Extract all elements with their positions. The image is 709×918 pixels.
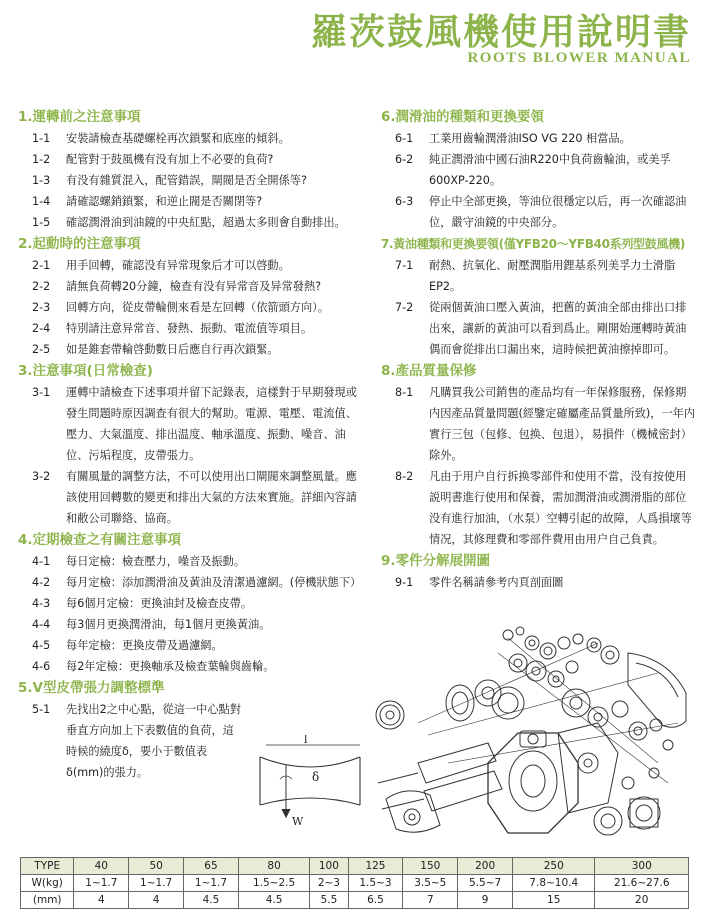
list-item <box>381 382 697 466</box>
item-number: 2-4 <box>32 322 51 335</box>
item-number: 2-3 <box>32 301 51 314</box>
part-rotors <box>378 743 502 811</box>
item-text: 請無負荷轉20分鐘，檢查有没有异常音及异常發熱? <box>66 280 322 293</box>
table-cell: 1~1.7 <box>129 875 184 892</box>
table-cell: 4.5 <box>238 892 309 909</box>
page-title: 羅茨鼓風機使用說明書 <box>310 11 691 53</box>
section-heading: 5.V型皮帶張力調整標準 <box>18 680 165 696</box>
part-pulley <box>376 685 474 729</box>
list-item <box>18 656 364 677</box>
list-item <box>18 255 364 276</box>
item-text: 每3個月更換潤滑油，每1個月更換黃油。 <box>66 618 271 631</box>
left-column <box>18 106 364 783</box>
belt-label-l: l <box>304 735 308 746</box>
item-number: 4-2 <box>32 576 51 589</box>
item-number: 4-5 <box>32 639 51 652</box>
table-cell: TYPE <box>21 858 74 875</box>
item-text: 每日定檢：檢查壓力，噪音及振動。 <box>66 555 246 568</box>
item-number: 7-2 <box>395 301 414 314</box>
list-item <box>381 128 697 149</box>
table-cell: 7 <box>403 892 458 909</box>
item-number: 6-1 <box>395 132 414 145</box>
list-item <box>18 170 364 191</box>
part-flanges <box>594 768 660 835</box>
table-cell: 50 <box>129 858 184 875</box>
item-text: 有關風量的調整方法，不可以使用出口閘閥來調整風量。應該使用回轉數的變更和排出大氣的方法來實施。詳細內容請和敝公司聯絡、協商。 <box>66 470 357 525</box>
section-heading: 4.定期檢查之有關注意事項 <box>18 532 182 548</box>
table-cell: 1.5~2.5 <box>238 875 309 892</box>
section-heading: 9.零件分解展開圖 <box>381 553 491 569</box>
section-exploded-view <box>381 551 697 593</box>
item-text: 配管對于鼓風機有没有加上不必要的負荷? <box>66 153 274 166</box>
table-cell: 80 <box>238 858 309 875</box>
item-number: 7-1 <box>395 259 414 272</box>
item-text: 用手回轉，確認没有异常現象后才可以啓動。 <box>66 259 290 272</box>
section-startup <box>18 234 364 360</box>
table-cell: 1.5~3 <box>348 875 403 892</box>
item-number: 8-1 <box>395 386 414 399</box>
table-cell: 4 <box>74 892 129 909</box>
item-text: 安裝請檢查基礎螺栓再次鎖緊和底座的傾斜。 <box>66 132 290 145</box>
item-number: 4-3 <box>32 597 51 610</box>
table-cell: 15 <box>513 892 595 909</box>
item-number: 9-1 <box>395 576 414 589</box>
table-cell: 2~3 <box>310 875 348 892</box>
table-cell: 100 <box>310 858 348 875</box>
list-item <box>381 572 697 593</box>
item-number: 1-2 <box>32 153 51 166</box>
list-item <box>18 699 242 783</box>
section-warranty <box>381 361 697 550</box>
item-number: 3-2 <box>32 470 51 483</box>
item-number: 3-1 <box>32 386 51 399</box>
section-heading: 1.運轉前之注意事項 <box>18 109 141 125</box>
table-cell: 5.5~7 <box>458 875 513 892</box>
table-cell: 4.5 <box>184 892 239 909</box>
table-cell: 40 <box>74 858 129 875</box>
item-text: 確認潤滑油到油鏡的中央紅點，超過太多則會自動排出。 <box>66 216 346 229</box>
list-item <box>18 593 364 614</box>
page-subtitle: ROOTS BLOWER MANUAL <box>467 50 691 66</box>
item-number: 1-1 <box>32 132 51 145</box>
section-heading: 6.潤滑油的種類和更換要領 <box>381 109 545 125</box>
table-cell: 1~1.7 <box>74 875 129 892</box>
table-cell: 3.5~5 <box>403 875 458 892</box>
table-cell: (mm) <box>21 892 74 909</box>
table-cell: 20 <box>595 892 689 909</box>
leader-lines <box>418 638 678 783</box>
item-text: 每月定檢：添加潤滑油及黃油及清潔過濾網。(停機狀態下） <box>66 576 362 589</box>
item-number: 6-3 <box>395 195 414 208</box>
section-grease <box>381 234 697 360</box>
belt-curve-lower <box>260 798 360 805</box>
item-number: 4-6 <box>32 660 51 673</box>
item-number: 2-1 <box>32 259 51 272</box>
section-lubricant <box>381 107 697 233</box>
list-item <box>381 297 697 360</box>
table-cell: 7.8~10.4 <box>513 875 595 892</box>
item-text: 有没有雜質混入，配管錯誤，閘閥是否全開係等? <box>66 174 307 187</box>
list-item <box>18 318 364 339</box>
list-item <box>381 255 697 297</box>
list-item <box>18 276 364 297</box>
item-text: 凡由于用户自行拆换零部件和使用不當，没有按使用説明書進行使用和保養，需加潤滑油或潤滑脂的部位没有進行加油，（水泵）空轉引起的故障，人爲損壞等情况，其修理費和零部件費用由用户自己負責。 <box>429 470 692 546</box>
item-number: 2-2 <box>32 280 51 293</box>
item-number: 4-4 <box>32 618 51 631</box>
section-pre-operation <box>18 107 364 233</box>
item-text: 每6個月定檢：更換油封及檢查皮帶。 <box>66 597 253 610</box>
part-gears <box>475 680 673 750</box>
item-number: 8-2 <box>395 470 414 483</box>
item-text: 先找出2之中心點，從這一中心點對垂直方向加上下表數值的負荷，這時候的繞度δ，要小于數值表δ(mm)的張力。 <box>66 703 241 779</box>
item-text: 如是錐套帶輪啓動數日后應自行再次鎖緊。 <box>66 343 279 356</box>
list-item <box>18 339 364 360</box>
table-cell: 250 <box>513 858 595 875</box>
item-text: 凡購買我公司銷售的產品均有一年保修服務，保修期内因產品質量問題(經鑒定確屬產品質量所致)，一年内實行三包（包修、包换、包退），易損件（機械密封）除外。 <box>429 386 696 462</box>
list-item <box>18 572 364 593</box>
item-text: 工業用齒輪潤滑油ISO VG 220 相當品。 <box>429 132 631 145</box>
list-item <box>18 128 364 149</box>
item-number: 4-1 <box>32 555 51 568</box>
table-row <box>21 875 689 892</box>
table-cell: 65 <box>184 858 239 875</box>
item-text: 特別請注意异常音、發熱、振動、電流值等項目。 <box>66 322 313 335</box>
right-column <box>381 106 697 593</box>
list-item <box>18 614 364 635</box>
part-gear-cover <box>628 653 686 727</box>
item-text: 請確認螺銷鎖緊，和逆止閥是否關閉等? <box>66 195 263 208</box>
table-cell: 9 <box>458 892 513 909</box>
item-number: 1-5 <box>32 216 51 229</box>
table-cell: W(kg) <box>21 875 74 892</box>
section-daily-check <box>18 361 364 529</box>
exploded-view-diagram <box>358 613 698 853</box>
item-number: 5-1 <box>32 703 51 716</box>
belt-spec-table <box>20 857 689 909</box>
section-periodic-check <box>18 530 364 677</box>
list-item <box>381 149 697 191</box>
table-row <box>21 858 689 875</box>
section-heading: 7.黃油種類和更換要領(僅YFB20～YFB40系列型鼓風機) <box>381 237 686 251</box>
belt-curve <box>260 757 360 767</box>
item-text: 從兩個黃油口壓入黃油，把舊的黃油全部由排出口排出來，讓新的黃油可以看到爲止。剛開始運轉時黃油偶而會從排出口漏出來，這時候把黃油擦掉即可。 <box>429 301 687 356</box>
item-text: 純正潤滑油中國石油R220中負荷齒輪油，或美孚600XP-220。 <box>429 153 671 187</box>
list-item <box>18 149 364 170</box>
item-number: 1-4 <box>32 195 51 208</box>
table-cell: 150 <box>403 858 458 875</box>
item-text: 每2年定檢：更換軸承及檢查葉輪與齒輪。 <box>66 660 275 673</box>
table-cell: 300 <box>595 858 689 875</box>
table-cell: 4 <box>129 892 184 909</box>
item-text: 耐熱、抗氧化、耐壓潤脂用鋰基系列美孚力士滑脂EP2。 <box>429 259 676 293</box>
list-item <box>381 191 697 233</box>
list-item <box>18 191 364 212</box>
item-text: 零件名稱請參考内頁剖面圖 <box>429 576 564 589</box>
belt-label-delta: δ <box>312 770 320 784</box>
item-text: 每年定檢：更換皮帶及過濾網。 <box>66 639 223 652</box>
item-number: 6-2 <box>395 153 414 166</box>
table-cell: 6.5 <box>348 892 403 909</box>
part-bearing-row <box>503 627 619 687</box>
item-text: 運轉中請檢查下述事項并留下記錄表，這樣對于早期發現或發生問題時原因調查有很大的幫助。電源、電壓、電流值、壓力、大氣溫度、排出温度、軸承溫度、振動、噪音、油位、污垢程度，皮帶張力。 <box>66 386 357 462</box>
list-item <box>381 466 697 550</box>
list-item <box>18 212 364 233</box>
table-cell: 5.5 <box>310 892 348 909</box>
section-heading: 2.起動時的注意事項 <box>18 236 141 252</box>
v-belt-tension-diagram <box>256 735 366 830</box>
table-row <box>21 892 689 909</box>
table-cell: 1~1.7 <box>184 875 239 892</box>
belt-label-w: W <box>292 815 304 828</box>
item-text: 回轉方向，從皮帶輪側來看是左回轉（依箭頭方向）。 <box>66 301 329 314</box>
section-heading: 3.注意事項(日常檢查) <box>18 363 153 379</box>
list-item <box>18 551 364 572</box>
list-item <box>18 466 364 529</box>
table-cell: 21.6~27.6 <box>595 875 689 892</box>
part-end-plate <box>558 723 618 813</box>
item-text: 停止中全部更換，等油位很穩定以后，再一次確認油位，嚴守油鏡的中央部分。 <box>429 195 687 229</box>
item-number: 1-3 <box>32 174 51 187</box>
list-item <box>18 297 364 318</box>
list-item <box>18 635 364 656</box>
list-item <box>18 382 364 466</box>
table-cell: 125 <box>348 858 403 875</box>
section-heading: 8.產品質量保修 <box>381 363 477 379</box>
item-number: 2-5 <box>32 343 51 356</box>
table-cell: 200 <box>458 858 513 875</box>
